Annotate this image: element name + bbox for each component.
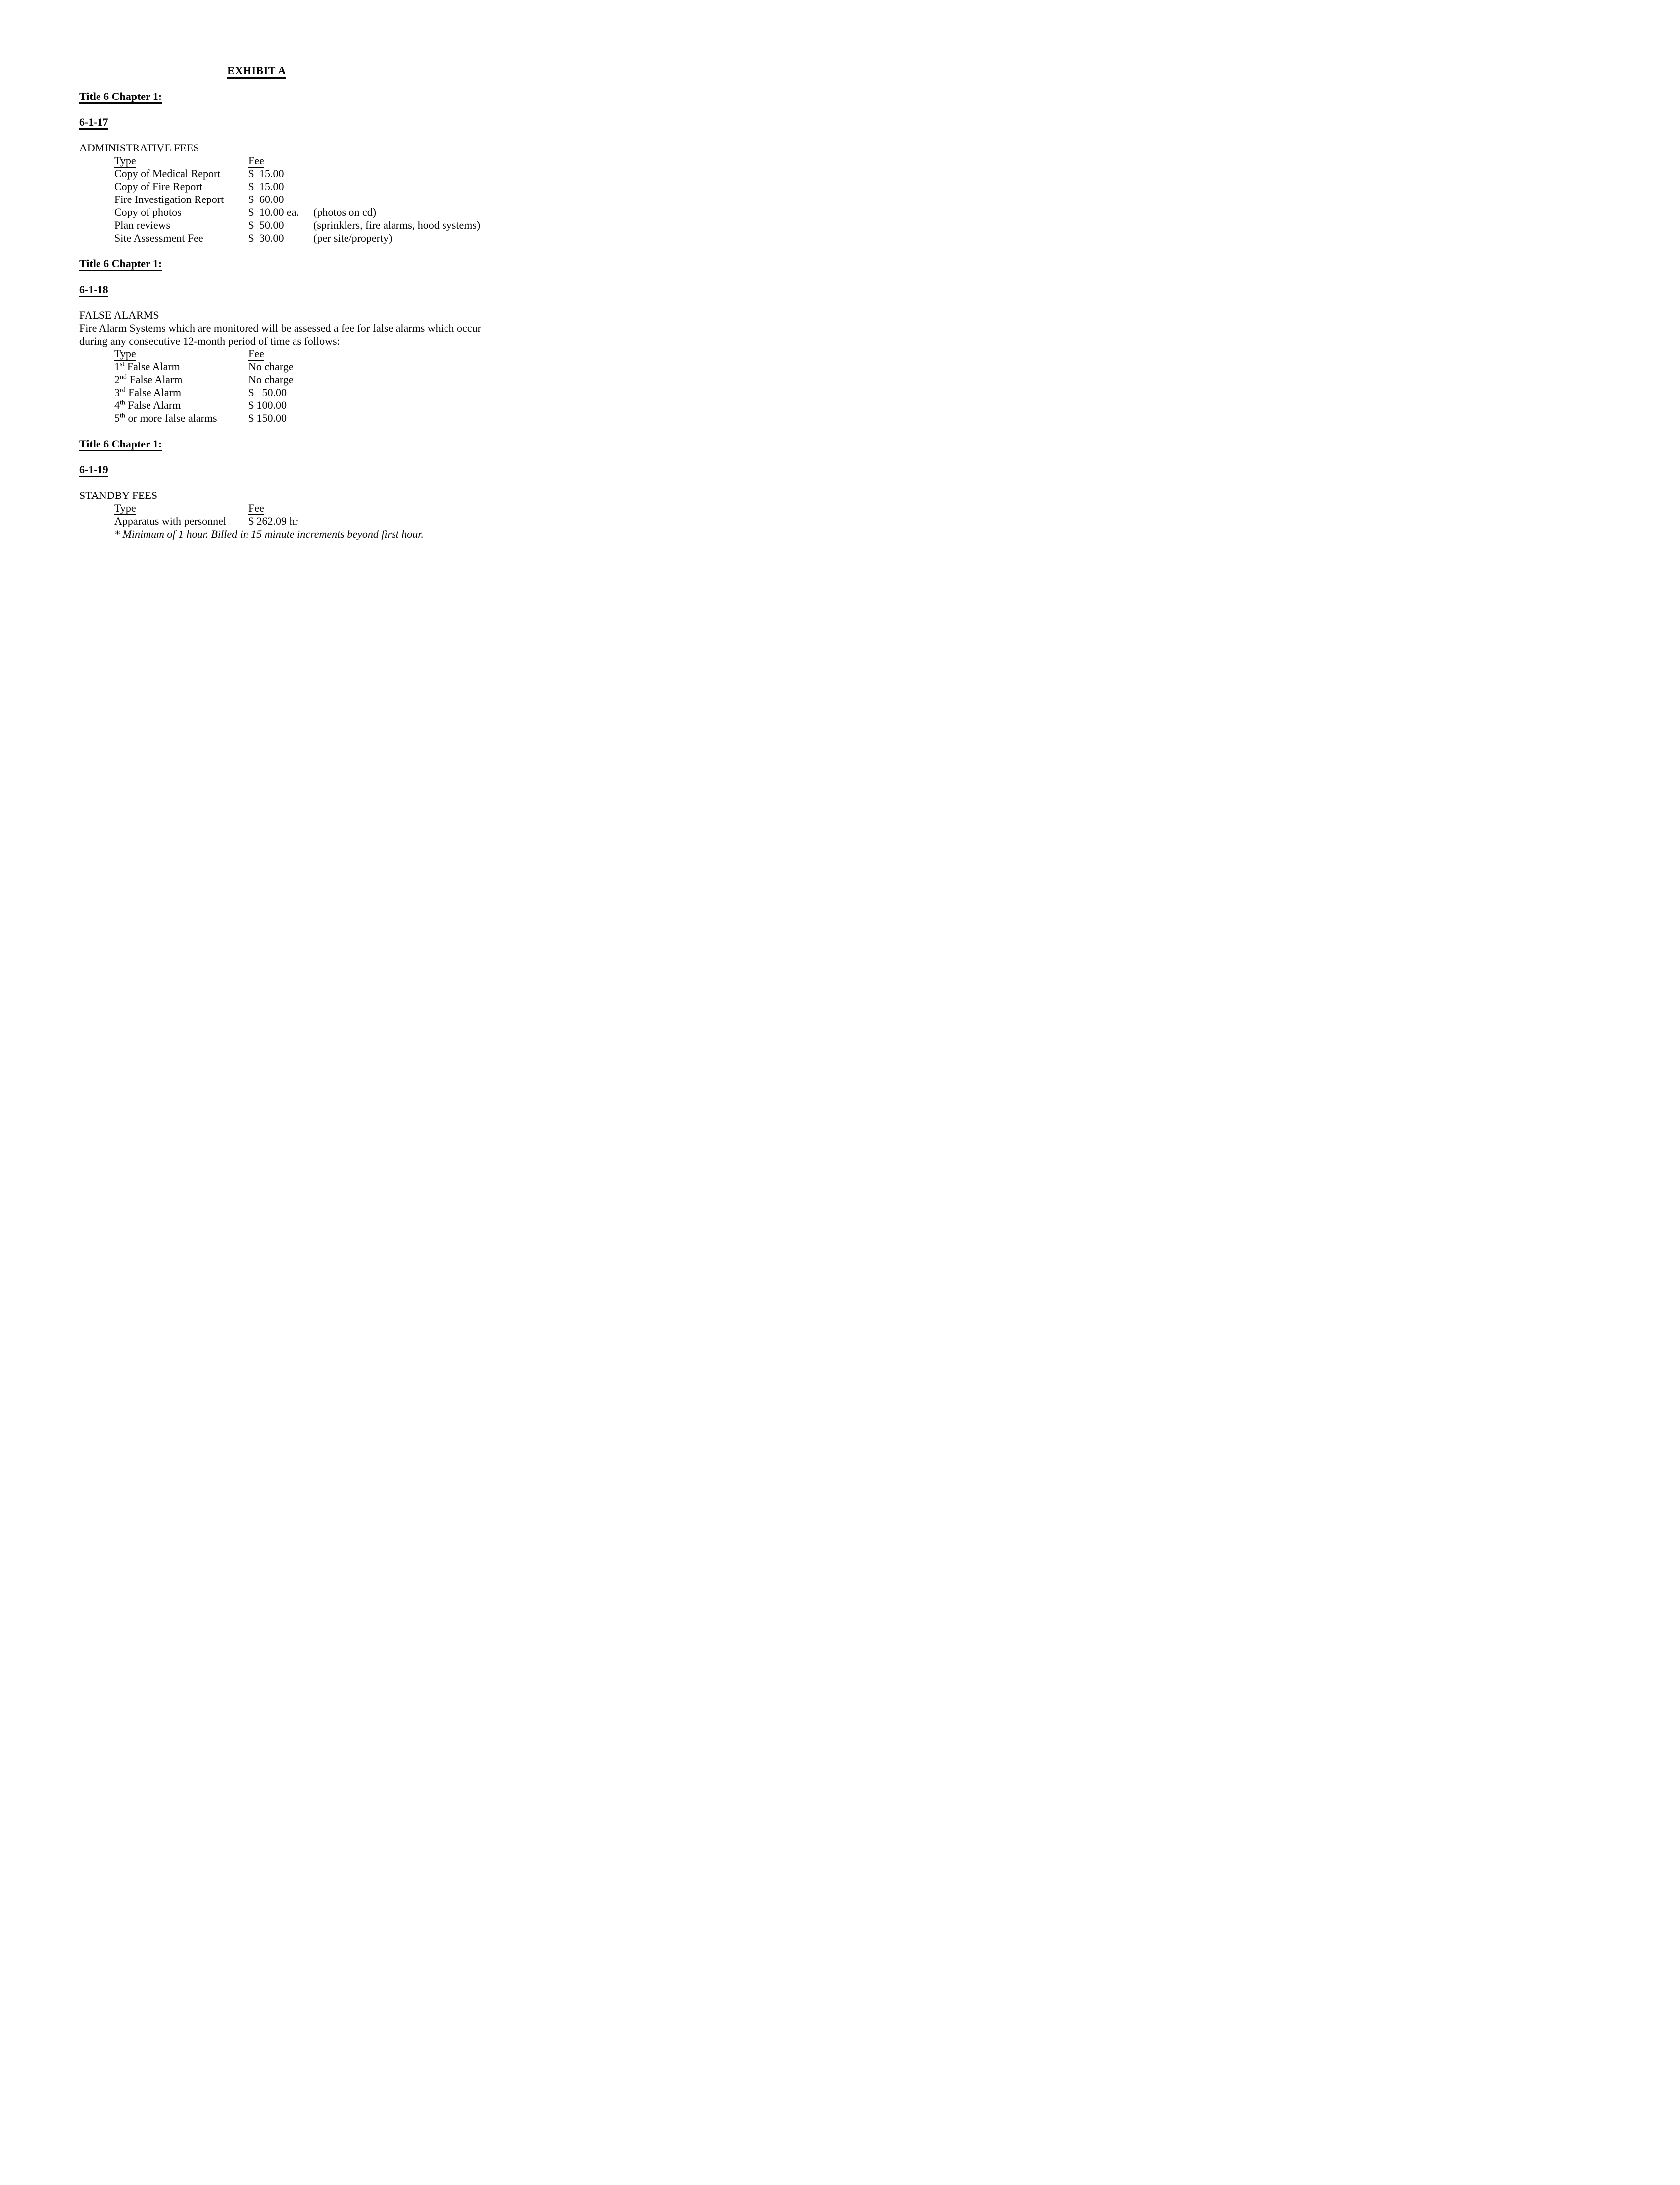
row-note [313, 167, 560, 180]
code-heading: 6-1-19 [79, 463, 560, 476]
row-fee: $ 15.00 [248, 180, 284, 193]
row-fee: $ 60.00 [248, 193, 284, 205]
row-type: 1st False Alarm [114, 360, 180, 373]
row-fee: No charge [248, 360, 294, 373]
row-type: Copy of photos [114, 206, 182, 218]
code-heading: 6-1-18 [79, 283, 560, 296]
table-header-row [0, 502, 560, 515]
title-row [0, 64, 560, 77]
standby-fees-table [0, 502, 560, 528]
section-heading: STANDBY FEES [79, 489, 158, 501]
row-note: (per site/property) [313, 232, 393, 244]
fee-column-header: Fee [248, 348, 264, 360]
table-row [0, 360, 560, 373]
table-row [0, 219, 560, 232]
row-fee: $ 15.00 [248, 167, 284, 180]
row-note [313, 180, 560, 193]
row-fee: $ 262.09 hr [248, 515, 298, 527]
table-row [0, 167, 560, 180]
table-row [0, 515, 560, 528]
document-page [0, 0, 560, 728]
row-type: Copy of Fire Report [114, 180, 202, 193]
row-fee: $ 100.00 [248, 399, 287, 411]
table-header-row [0, 348, 560, 360]
table-row [0, 206, 560, 219]
false-alarms-table [0, 348, 560, 425]
intro-paragraph [0, 322, 560, 348]
type-column-header: Type [114, 502, 136, 514]
type-column-header: Type [114, 154, 136, 167]
row-fee: $ 50.00 [248, 386, 287, 398]
table-row [0, 386, 560, 399]
code-heading: 6-1-17 [79, 116, 560, 129]
type-column-header: Type [114, 348, 136, 360]
intro-line: during any consecutive 12-month period of time as follows: [79, 335, 340, 347]
row-fee: $ 30.00 [248, 232, 284, 244]
row-fee: $ 150.00 [248, 412, 287, 424]
fee-column-header: Fee [248, 502, 264, 514]
administrative-fees-table [0, 154, 560, 245]
row-type: Copy of Medical Report [114, 167, 221, 180]
footnote: * Minimum of 1 hour. Billed in 15 minute increments beyond first hour. [114, 528, 424, 540]
chapter-heading: Title 6 Chapter 1: [79, 438, 560, 450]
exhibit-title: EXHIBIT A [227, 64, 286, 79]
table-row [0, 399, 560, 412]
row-type: 4th False Alarm [114, 399, 181, 411]
row-type: Apparatus with personnel [114, 515, 227, 527]
table-row [0, 193, 560, 206]
table-row [0, 373, 560, 386]
table-row [0, 232, 560, 245]
chapter-heading: Title 6 Chapter 1: [79, 257, 560, 270]
table-row [0, 412, 560, 425]
row-fee: $ 50.00 [248, 219, 284, 231]
row-fee: No charge [248, 373, 294, 386]
row-type: 3rd False Alarm [114, 386, 182, 398]
row-type: 5th or more false alarms [114, 412, 217, 424]
row-type: 2nd False Alarm [114, 373, 183, 386]
row-type: Plan reviews [114, 219, 171, 231]
row-note: (sprinklers, fire alarms, hood systems) [313, 219, 481, 231]
section-heading: ADMINISTRATIVE FEES [79, 142, 199, 154]
row-type: Fire Investigation Report [114, 193, 224, 205]
fee-column-header: Fee [248, 154, 264, 167]
row-type: Site Assessment Fee [114, 232, 203, 244]
table-row [0, 180, 560, 193]
section-heading: FALSE ALARMS [79, 309, 159, 321]
row-note [313, 193, 560, 206]
table-header-row [0, 154, 560, 167]
row-note: (photos on cd) [313, 206, 377, 218]
intro-line: Fire Alarm Systems which are monitored will be assessed a fee for false alarms which occur [79, 322, 481, 334]
chapter-heading: Title 6 Chapter 1: [79, 90, 560, 103]
row-fee: $ 10.00 ea. [248, 206, 299, 218]
